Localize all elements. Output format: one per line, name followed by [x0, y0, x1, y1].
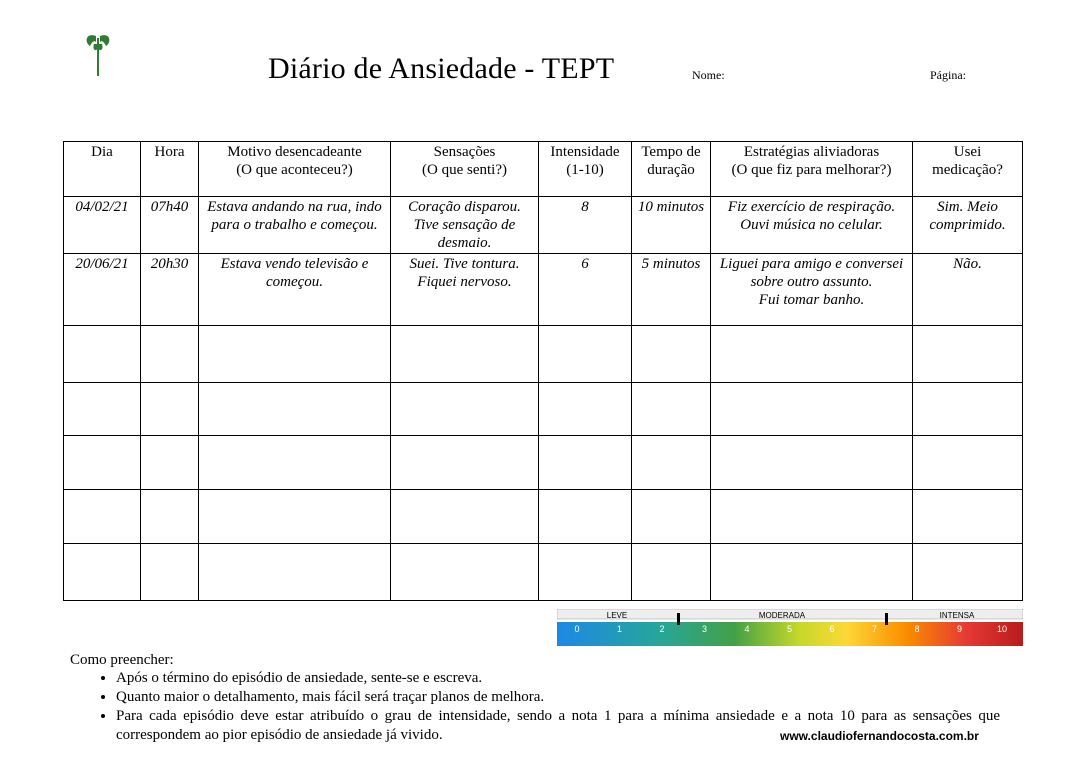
col-intensidade: Intensidade (1-10) — [539, 142, 632, 197]
website: www.claudiofernandocosta.com.br — [780, 729, 979, 743]
intensity-scale — [557, 609, 1023, 647]
table-cell-empty[interactable] — [64, 544, 141, 601]
table-cell-empty[interactable] — [141, 383, 199, 436]
table-cell-empty[interactable] — [64, 326, 141, 383]
col-hora: Hora — [141, 142, 199, 197]
scale-number: 7 — [871, 624, 878, 634]
table-cell-empty[interactable] — [632, 436, 711, 490]
scale-label-moderada: MODERADA — [758, 611, 806, 620]
table-cell-empty[interactable] — [391, 490, 539, 544]
pagina-label: Página: — [930, 68, 966, 82]
table-cell-empty[interactable] — [391, 544, 539, 601]
scale-label-leve: LEVE — [606, 611, 628, 620]
table-cell: Não. — [913, 254, 1023, 326]
table-cell-empty[interactable] — [199, 490, 391, 544]
table-cell-empty[interactable] — [539, 544, 632, 601]
table-cell: 8 — [539, 197, 632, 254]
table-cell-empty[interactable] — [913, 436, 1023, 490]
table-cell-empty[interactable] — [711, 490, 913, 544]
scale-number: 0 — [574, 624, 580, 634]
table-cell: Coração disparou. Tive sensação de desmaio. — [391, 197, 539, 254]
table-cell-empty[interactable] — [391, 326, 539, 383]
logo-icon — [82, 28, 114, 78]
table-cell: 07h40 — [141, 197, 199, 254]
scale-number: 5 — [786, 624, 793, 634]
table-cell: 04/02/21 — [64, 197, 141, 254]
table-cell-empty[interactable] — [199, 436, 391, 490]
table-cell-empty[interactable] — [711, 383, 913, 436]
table-header-row — [64, 142, 1023, 197]
table-cell-empty[interactable] — [632, 383, 711, 436]
table-cell: 5 minutos — [632, 254, 711, 326]
diary-table — [63, 141, 1023, 601]
table-row-empty[interactable] — [64, 326, 1023, 383]
table-row — [64, 197, 1023, 254]
instruction-item: • Para cada episódio deve estar atribuído o grau de intensidade, sendo a nota 1 para a mínima ansiedade e a nota 10 para as sensações que correspondem ao pior episódio de ansiedade já vivido. — [116, 707, 1000, 745]
table-cell-empty[interactable] — [913, 383, 1023, 436]
table-cell-empty[interactable] — [141, 436, 199, 490]
instructions-heading: Como preencher: — [70, 652, 174, 668]
scale-label-intensa: INTENSA — [939, 611, 975, 620]
col-sensacoes: Sensações (O que senti?) — [391, 142, 539, 197]
table-cell-empty[interactable] — [141, 326, 199, 383]
table-cell: Fiz exercício de respiração. Ouvi música no celular. — [711, 197, 913, 254]
scale-number: 9 — [956, 624, 963, 634]
table-cell-empty[interactable] — [711, 544, 913, 601]
table-cell-empty[interactable] — [391, 436, 539, 490]
scale-number: 2 — [659, 624, 665, 634]
table-cell-empty[interactable] — [391, 383, 539, 436]
table-cell-empty[interactable] — [632, 490, 711, 544]
scale-number: 6 — [829, 624, 835, 634]
table-cell-empty[interactable] — [539, 383, 632, 436]
col-motivo: Motivo desencadeante (O que aconteceu?) — [199, 142, 391, 197]
table-row-empty[interactable] — [64, 383, 1023, 436]
col-dia: Dia — [64, 142, 141, 197]
table-cell-empty[interactable] — [199, 544, 391, 601]
table-cell-empty[interactable] — [711, 326, 913, 383]
table-cell-empty[interactable] — [141, 490, 199, 544]
table-cell-empty[interactable] — [64, 490, 141, 544]
nome-label: Nome: — [692, 68, 725, 82]
table-cell-empty[interactable] — [141, 544, 199, 601]
table-row — [64, 254, 1023, 326]
table-cell-empty[interactable] — [64, 383, 141, 436]
table-cell-empty[interactable] — [711, 436, 913, 490]
table-row-empty[interactable] — [64, 490, 1023, 544]
instruction-item: • Após o término do episódio de ansiedade, sente-se e escreva. — [116, 669, 1000, 688]
scale-number: 1 — [616, 624, 623, 634]
col-estrategias: Estratégias aliviadoras (O que fiz para melhorar?) — [711, 142, 913, 197]
table-cell-empty[interactable] — [199, 383, 391, 436]
table-cell: 6 — [539, 254, 632, 326]
table-row-empty[interactable] — [64, 544, 1023, 601]
table-cell-empty[interactable] — [539, 326, 632, 383]
table-cell-empty[interactable] — [913, 326, 1023, 383]
col-tempo: Tempo de duração — [632, 142, 711, 197]
table-row-empty[interactable] — [64, 436, 1023, 490]
instruction-item: • Quanto maior o detalhamento, mais fácil será traçar planos de melhora. — [116, 688, 1000, 707]
table-cell-empty[interactable] — [632, 544, 711, 601]
table-cell-empty[interactable] — [64, 436, 141, 490]
table-cell: Estava andando na rua, indo para o trabalho e começou. — [199, 197, 391, 254]
scale-number: 10 — [996, 624, 1008, 634]
table-cell-empty[interactable] — [913, 490, 1023, 544]
scale-number: 3 — [701, 624, 708, 634]
scale-number: 4 — [744, 624, 750, 634]
table-cell-empty[interactable] — [913, 544, 1023, 601]
table-cell: 20/06/21 — [64, 254, 141, 326]
col-medicacao: Usei medicação? — [913, 142, 1023, 197]
table-cell-empty[interactable] — [632, 326, 711, 383]
table-cell: 10 minutos — [632, 197, 711, 254]
page-title: Diário de Ansiedade - TEPT — [268, 52, 615, 85]
table-cell-empty[interactable] — [539, 436, 632, 490]
table-cell: Suei. Tive tontura. Fiquei nervoso. — [391, 254, 539, 326]
table-cell: Liguei para amigo e conversei sobre outro assunto. Fui tomar banho. — [711, 254, 913, 326]
table-cell: 20h30 — [141, 254, 199, 326]
table-cell: Sim. Meio comprimido. — [913, 197, 1023, 254]
table-cell-empty[interactable] — [199, 326, 391, 383]
scale-number: 8 — [914, 624, 920, 634]
table-cell: Estava vendo televisão e começou. — [199, 254, 391, 326]
table-cell-empty[interactable] — [539, 490, 632, 544]
